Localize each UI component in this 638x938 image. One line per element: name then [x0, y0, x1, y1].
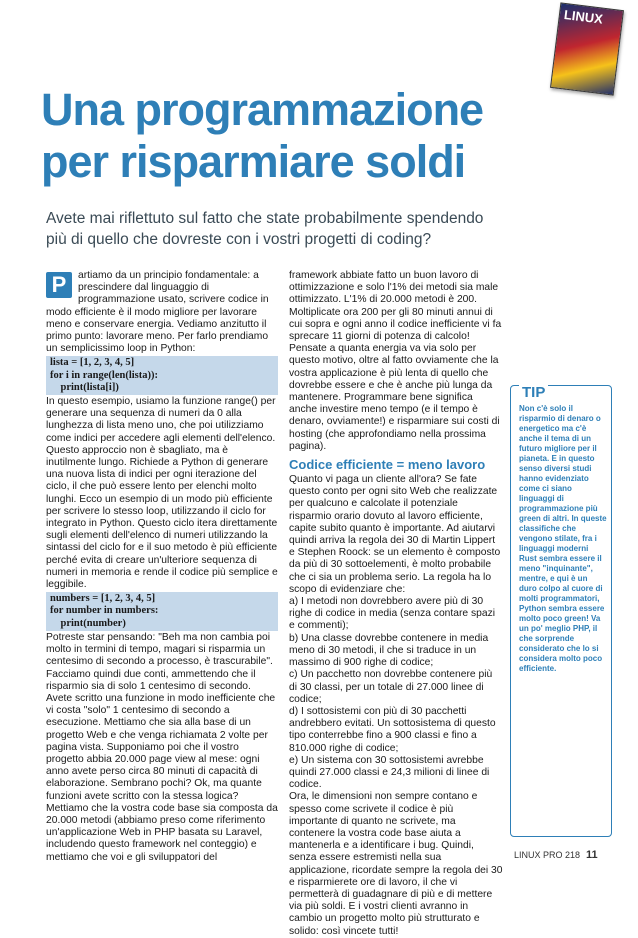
code-line: for i in range(len(lista)): — [50, 369, 158, 381]
magazine-logo: LINUX — [563, 7, 604, 27]
col2-paragraph-1: framework abbiate fatto un buon lavoro di ottimizzazione e solo l'1% dei metodi sia male ottimizzato. L'1% di 20.000 metodi è 200. Moltiplicate ora 200 per gli 80 minuti annui di cui sopra e ogni anno il codice inefficiente vi fa sprecare 11 giorni di potenza di calcolo! Pensate a quanta energia va via solo per questo motivo, oltre al fatto ovviamente che la vostra applicazione è più lenta di quello che dovrebbe essere e che è anche più lunga da mantenere. Programmare bene significa anche investire meno tempo (e il tempo è denaro, ovviamente!) e risparmiare sui costi di hosting (che approfondiamo nella prossima pagina). — [289, 270, 502, 452]
col1-paragraph-3: Potreste star pensando: "Beh ma non cambia poi molto in termini di tempo, magari si risparmia un centesimo di secondo a processo, è trascurabile". Facciamo quindi due conti, ammettendo che il risparmio sia di solo 1 centesimo di secondo. Avete scritto una funzione in modo inefficiente che vi costa "solo" 1 centesimo di secondo a esecuzione. Mettiamo che sia alla base di un progetto Web e che venga richiamata 2 volte per pagina vista. Supponiamo poi che il vostro progetto abbia 20.000 page view al mese: ogni anno avete perso circa 80 minuti di capacità di elaborazione. Sembrano pochi? Ok, ma quante funzioni avete scritto con la stessa logica? Mettiamo che la vostra code base sia composta da 20.000 metodi (abbiamo preso come riferimento un'applicazione Web in PHP basata su Laravel, includendo questo framework nel conteggio) e mettiamo che voi e gli sviluppatori del — [46, 631, 278, 863]
tip-box — [510, 385, 612, 837]
code-line: for number in numbers: — [50, 605, 159, 617]
section-subhead: Codice efficiente = meno lavoro — [289, 457, 486, 473]
page-footer — [514, 849, 598, 861]
title-line-2: per risparmiare soldi — [41, 136, 466, 187]
rule-item-a: a) I metodi non dovrebbero avere più di 30 righe di codice in media (senza contare spazi e commenti); — [289, 596, 496, 632]
tip-title: TIP — [519, 385, 548, 401]
col2-paragraph-closing: Ora, le dimensioni non sempre contano e spesso come scrivete il codice è più importante di quanto ne scrivete, ma contenere la vostra code base aiuta a mantenerla e a identificare i bug. Quindi, senza essere estremisti nella sua applicazione, ricordate sempre la regola dei 30 e risparmierete ore di lavoro, il che vi permetterà di guadagnare di più e di mettere via più soldi. E i vostri clienti avranno in cambio un progetto molto più strutturato e solido: così vincete tutti! — [289, 791, 503, 937]
footer-label: LINUX PRO 218 — [514, 850, 581, 860]
column-2 — [289, 270, 503, 938]
page-number: 11 — [586, 849, 598, 861]
code-block-1 — [46, 356, 278, 395]
code-line: print(lista[i]) — [50, 381, 119, 393]
rule-item-b: b) Una classe dovrebbe contenere in media meno di 30 metodi, il che si traduce in un massimo di 900 righe di codice; — [289, 632, 489, 669]
code-line: lista = [1, 2, 3, 4, 5] — [50, 357, 135, 369]
col1-paragraph-1: artiamo da un principio fondamentale: a prescindere dal linguaggio di programmazione usato, scrivere codice in modo efficiente è il modo migliore per lavorare meno e conservare energia. Vediamo anzitutto il primo punto: lavorare meno. Per farlo prendiamo un semplicissimo loop in Python: — [46, 270, 269, 355]
title-line-1: Una programmazione — [41, 84, 484, 135]
rule-item-c: c) Un pacchetto non dovrebbe contenere più di 30 classi, per un totale di 27.000 linee di codice; — [289, 669, 493, 705]
rule-item-e: e) Un sistema con 30 sottosistemi avrebbe quindi 27.000 classi e 24,3 milioni di linee di codice. — [289, 754, 490, 791]
magazine-cover-thumbnail — [550, 2, 624, 95]
column-1 — [46, 270, 278, 864]
col1-paragraph-2: In questo esempio, usiamo la funzione range() per generare una sequenza di numeri da 0 alla lunghezza di lista meno uno, che poi utilizziamo come indici per accedere agli elementi dell'elenco. Questo approccio non è sbagliato, ma è inutilmente lungo. Richiede a Python di generare una nuova lista di indici per ogni iterazione del ciclo, il che può essere lento per elenchi molto lunghi. Ecco un esempio di un modo più efficiente per scrivere lo stesso loop, utilizzando il ciclo for integrato in Python. Questo ciclo itera direttamente sugli elementi dell'elenco di numeri utilizzando la sintassi del ciclo for e il suo metodo è più efficiente perché evita di creare un'ulteriore sequenza di numeri in memoria e rende il codice più semplice e leggibile. — [46, 396, 278, 591]
rule-item-d: d) I sottosistemi con più di 30 pacchetti andrebbero evitati. Un sottosistema di questo tipo conterrebbe fino a 900 classi e fino a 810.000 righe di codice; — [289, 705, 496, 754]
dropcap: P — [46, 272, 72, 298]
article-title — [41, 84, 483, 188]
code-line: print(number) — [50, 617, 126, 629]
code-block-2 — [46, 592, 278, 631]
code-line: numbers = [1, 2, 3, 4, 5] — [50, 593, 156, 605]
col2-paragraph-2: Quanto vi paga un cliente all'ora? Se fate questo conto per ogni sito Web che realizzate per qualcuno e calcolate il potenziale risparmio orario dovuto al lavoro efficiente, capite subito quanto è importante. Ad aiutarvi quindi arriva la regola dei 30 di Martin Lippert e Stephen Roock: se un elemento è composto da più di 30 sottoelementi, è molto probabile che ci sia un problema serio. La regola ha lo scopo di evidenziare che: — [289, 474, 501, 595]
tip-text: Non c'è solo il risparmio di denaro o energetico ma c'è anche il tema di un futuro migliore per il pianeta. E in questo senso diversi studi hanno evidenziato come ci siano linguaggi di programmazione più green di altri. In queste classifiche che vengono stilate, fra i linguaggi moderni Rust sembra essere il meno "inquinante", mentre, e qui è un duro colpo al cuore di molti programmatori, Python sembra essere molto poco green! Va un po' meglio PHP, il che sorprende considerato che lo si considera molto poco efficiente. — [519, 404, 607, 673]
standfirst: Avete mai riflettuto sul fatto che state probabilmente spendendo più di quello che dovreste con i vostri progetti di coding? — [46, 210, 484, 248]
